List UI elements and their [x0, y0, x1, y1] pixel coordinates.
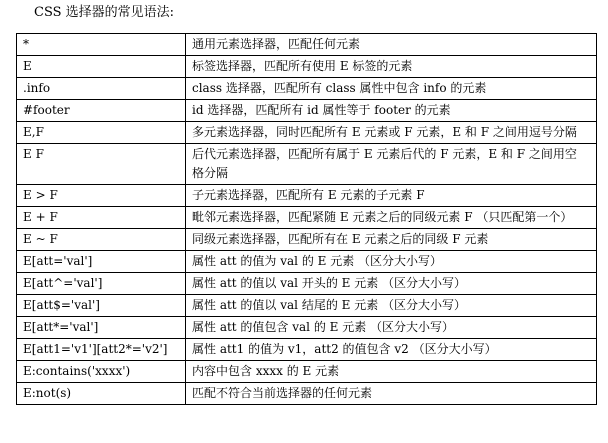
selector-cell: E[att^='val'] — [17, 273, 186, 295]
selector-cell: E + F — [17, 207, 186, 229]
selector-syntax-table — [16, 33, 597, 405]
table-row — [17, 317, 597, 339]
description-cell: 属性 att1 的值为 v1，att2 的值包含 v2 （区分大小写） — [186, 339, 597, 361]
table-row — [17, 339, 597, 361]
description-cell: class 选择器，匹配所有 class 属性中包含 info 的元素 — [186, 78, 597, 100]
selector-cell: * — [17, 34, 186, 56]
table-row — [17, 361, 597, 383]
table-row — [17, 295, 597, 317]
table-row — [17, 78, 597, 100]
selector-cell: E[att1='v1'][att2*='v2'] — [17, 339, 186, 361]
table-row — [17, 34, 597, 56]
description-cell: 属性 att 的值包含 val 的 E 元素 （区分大小写） — [186, 317, 597, 339]
description-cell: 属性 att 的值以 val 开头的 E 元素 （区分大小写） — [186, 273, 597, 295]
table-row — [17, 185, 597, 207]
description-cell: 属性 att 的值为 val 的 E 元素 （区分大小写） — [186, 251, 597, 273]
table-row — [17, 122, 597, 144]
selector-cell: E[att$='val'] — [17, 295, 186, 317]
description-cell: 通用元素选择器，匹配任何元素 — [186, 34, 597, 56]
description-cell: 毗邻元素选择器，匹配紧随 E 元素之后的同级元素 F （只匹配第一个） — [186, 207, 597, 229]
table-body — [17, 34, 597, 405]
selector-cell: E[att*='val'] — [17, 317, 186, 339]
table-row — [17, 144, 597, 185]
selector-cell: .info — [17, 78, 186, 100]
table-row — [17, 383, 597, 405]
table-row — [17, 229, 597, 251]
table-row — [17, 56, 597, 78]
description-cell: id 选择器，匹配所有 id 属性等于 footer 的元素 — [186, 100, 597, 122]
selector-cell: E ~ F — [17, 229, 186, 251]
selector-cell: E[att='val'] — [17, 251, 186, 273]
description-cell: 属性 att 的值以 val 结尾的 E 元素 （区分大小写） — [186, 295, 597, 317]
table-row — [17, 207, 597, 229]
description-cell: 后代元素选择器，匹配所有属于 E 元素后代的 F 元素，E 和 F 之间用空格分隔 — [186, 144, 597, 185]
description-cell: 多元素选择器，同时匹配所有 E 元素或 F 元素，E 和 F 之间用逗号分隔 — [186, 122, 597, 144]
selector-cell: #footer — [17, 100, 186, 122]
table-caption: CSS 选择器的常见语法: — [34, 5, 175, 20]
selector-cell: E F — [17, 144, 186, 185]
selector-cell: E:contains('xxxx') — [17, 361, 186, 383]
table-row — [17, 273, 597, 295]
table-row — [17, 100, 597, 122]
description-cell: 子元素选择器，匹配所有 E 元素的子元素 F — [186, 185, 597, 207]
description-cell: 同级元素选择器，匹配所有在 E 元素之后的同级 F 元素 — [186, 229, 597, 251]
table-row — [17, 251, 597, 273]
selector-cell: E > F — [17, 185, 186, 207]
selector-cell: E:not(s) — [17, 383, 186, 405]
selector-cell: E — [17, 56, 186, 78]
selector-cell: E,F — [17, 122, 186, 144]
description-cell: 标签选择器，匹配所有使用 E 标签的元素 — [186, 56, 597, 78]
description-cell: 内容中包含 xxxx 的 E 元素 — [186, 361, 597, 383]
description-cell: 匹配不符合当前选择器的任何元素 — [186, 383, 597, 405]
